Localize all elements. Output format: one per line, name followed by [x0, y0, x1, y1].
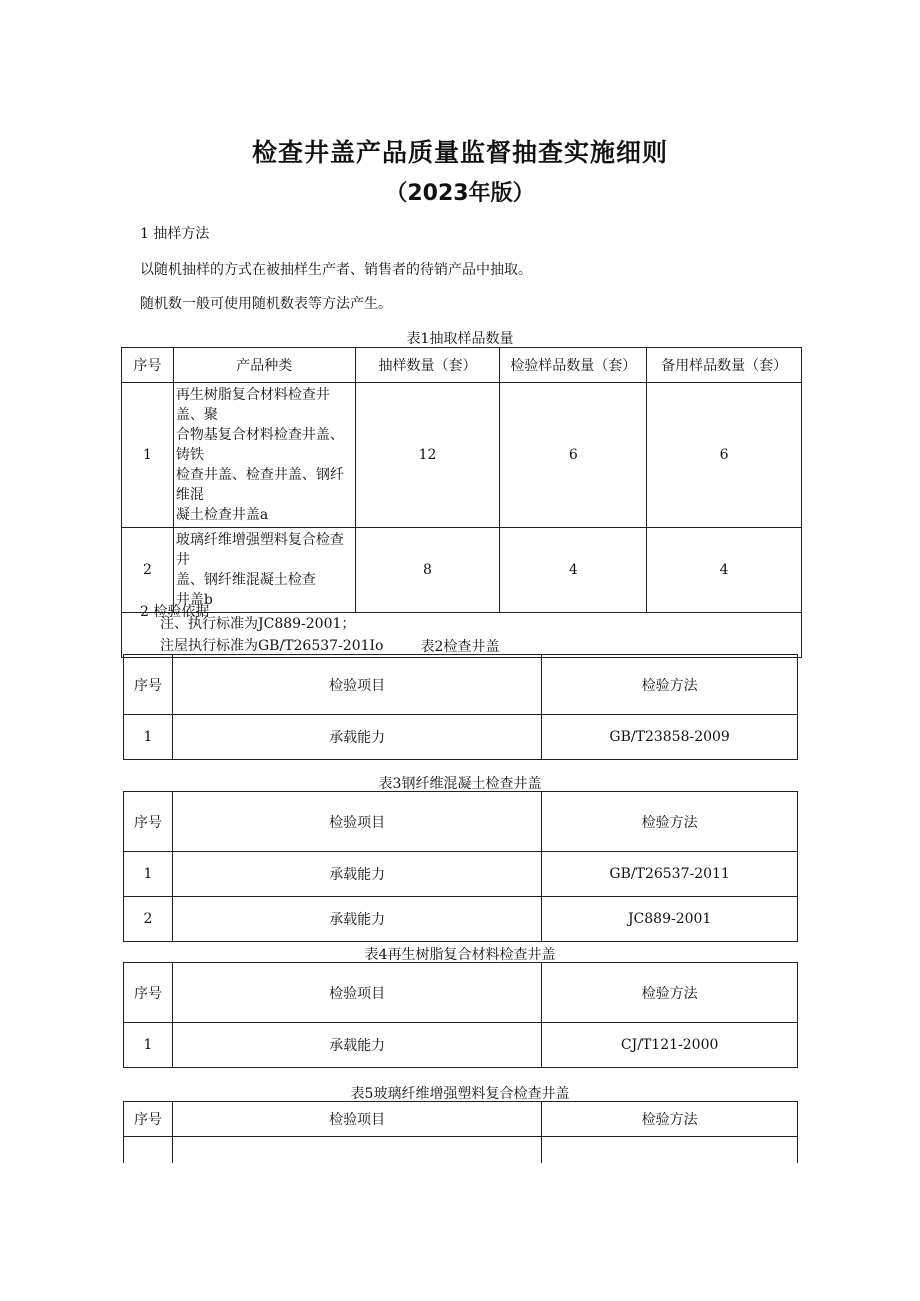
header-test-qty: 检验样品数量（套） [500, 348, 647, 383]
note-line: 注屋执行标准为GB/T26537-201Io [160, 638, 384, 654]
row-no: 1 [122, 383, 174, 528]
row-product-type [173, 383, 355, 528]
table-row [124, 1137, 798, 1163]
inspection-table-5 [123, 1101, 798, 1163]
table3-caption: 表3钢纤维混凝土检查井盖 [378, 776, 542, 792]
row-method: JC889-2001 [542, 897, 798, 942]
header-inspection-method: 检验方法 [542, 655, 798, 715]
product-line: 合物基复合材料检查井盖、铸铁 [175, 427, 344, 463]
header-spare-qty: 备用样品数量（套） [647, 348, 802, 383]
row-sample-qty: 8 [355, 528, 500, 613]
note-line: 注、执行标准为JC889-2001； [160, 616, 356, 632]
row-no: 1 [124, 852, 173, 897]
row-test-qty: 6 [500, 383, 647, 528]
section1-heading: 1 抽样方法 [140, 226, 210, 242]
row-method: GB/T23858-2009 [542, 715, 798, 760]
row-test-qty: 4 [500, 528, 647, 613]
header-no: 序号 [124, 792, 173, 852]
row-sample-qty: 12 [355, 383, 500, 528]
header-inspection-item: 检验项目 [172, 792, 541, 852]
row-spare-qty: 4 [647, 528, 802, 613]
row-empty-cell [542, 1137, 798, 1163]
row-no: 2 [124, 897, 173, 942]
document-edition: （2023年版） [385, 181, 535, 206]
section2-heading: 2 检验依据 [140, 604, 210, 620]
header-sample-qty: 抽样数量（套） [355, 348, 500, 383]
header-inspection-item: 检验项目 [172, 963, 541, 1023]
header-no: 序号 [122, 348, 174, 383]
header-no: 序号 [124, 1102, 173, 1137]
product-line: 凝土检查井盖a [175, 507, 269, 523]
header-inspection-item: 检验项目 [172, 655, 541, 715]
document-title: 检查井盖产品质量监督抽查实施细则 [251, 138, 668, 167]
header-inspection-method: 检验方法 [542, 1102, 798, 1137]
table1-caption: 表1抽取样品数量 [406, 331, 514, 347]
product-line: 检查井盖、检查井盖、钢纤维混 [175, 467, 344, 503]
table2-caption: 表2检查井盖 [420, 639, 500, 655]
section1-paragraph-1: 以随机抽样的方式在被抽样生产者、销售者的待销产品中抽取。 [140, 262, 532, 278]
header-inspection-method: 检验方法 [542, 792, 798, 852]
inspection-table-3 [123, 791, 798, 942]
inspection-table-4 [123, 962, 798, 1068]
table-row [124, 715, 798, 760]
table1-header-row [122, 348, 802, 383]
row-spare-qty: 6 [647, 383, 802, 528]
row-item: 承载能力 [172, 897, 541, 942]
product-line: 玻璃纤维增强塑料复合检查井 [175, 532, 344, 568]
row-item: 承载能力 [172, 852, 541, 897]
header-inspection-method: 检验方法 [542, 963, 798, 1023]
row-empty-cell [124, 1137, 173, 1163]
table4-caption: 表4再生树脂复合材料检查井盖 [364, 947, 556, 963]
table-row [122, 383, 802, 528]
table5-caption: 表5玻璃纤维增强塑料复合检查井盖 [350, 1086, 570, 1102]
row-no: 1 [124, 1023, 173, 1068]
row-product-type [173, 528, 355, 613]
product-line: 再生树脂复合材料检查井盖、聚 [175, 387, 330, 423]
table-row [122, 528, 802, 613]
sample-quantity-table [121, 347, 802, 658]
row-method: GB/T26537-2011 [542, 852, 798, 897]
product-line: 井盖b [175, 592, 213, 608]
row-method: CJ/T121-2000 [542, 1023, 798, 1068]
header-no: 序号 [124, 963, 173, 1023]
header-no: 序号 [124, 655, 173, 715]
row-no: 1 [124, 715, 173, 760]
inspection-table-2 [123, 654, 798, 760]
header-product-type: 产品种类 [173, 348, 355, 383]
table-row [124, 852, 798, 897]
header-inspection-item: 检验项目 [172, 1102, 541, 1137]
row-no: 2 [122, 528, 174, 613]
row-empty-cell [172, 1137, 541, 1163]
product-line: 盖、钢纤维混凝土检查 [175, 572, 316, 588]
section1-paragraph-2: 随机数一般可使用随机数表等方法产生。 [140, 296, 392, 312]
table-row [124, 897, 798, 942]
row-item: 承载能力 [172, 715, 541, 760]
row-item: 承载能力 [172, 1023, 541, 1068]
table-row [124, 1023, 798, 1068]
